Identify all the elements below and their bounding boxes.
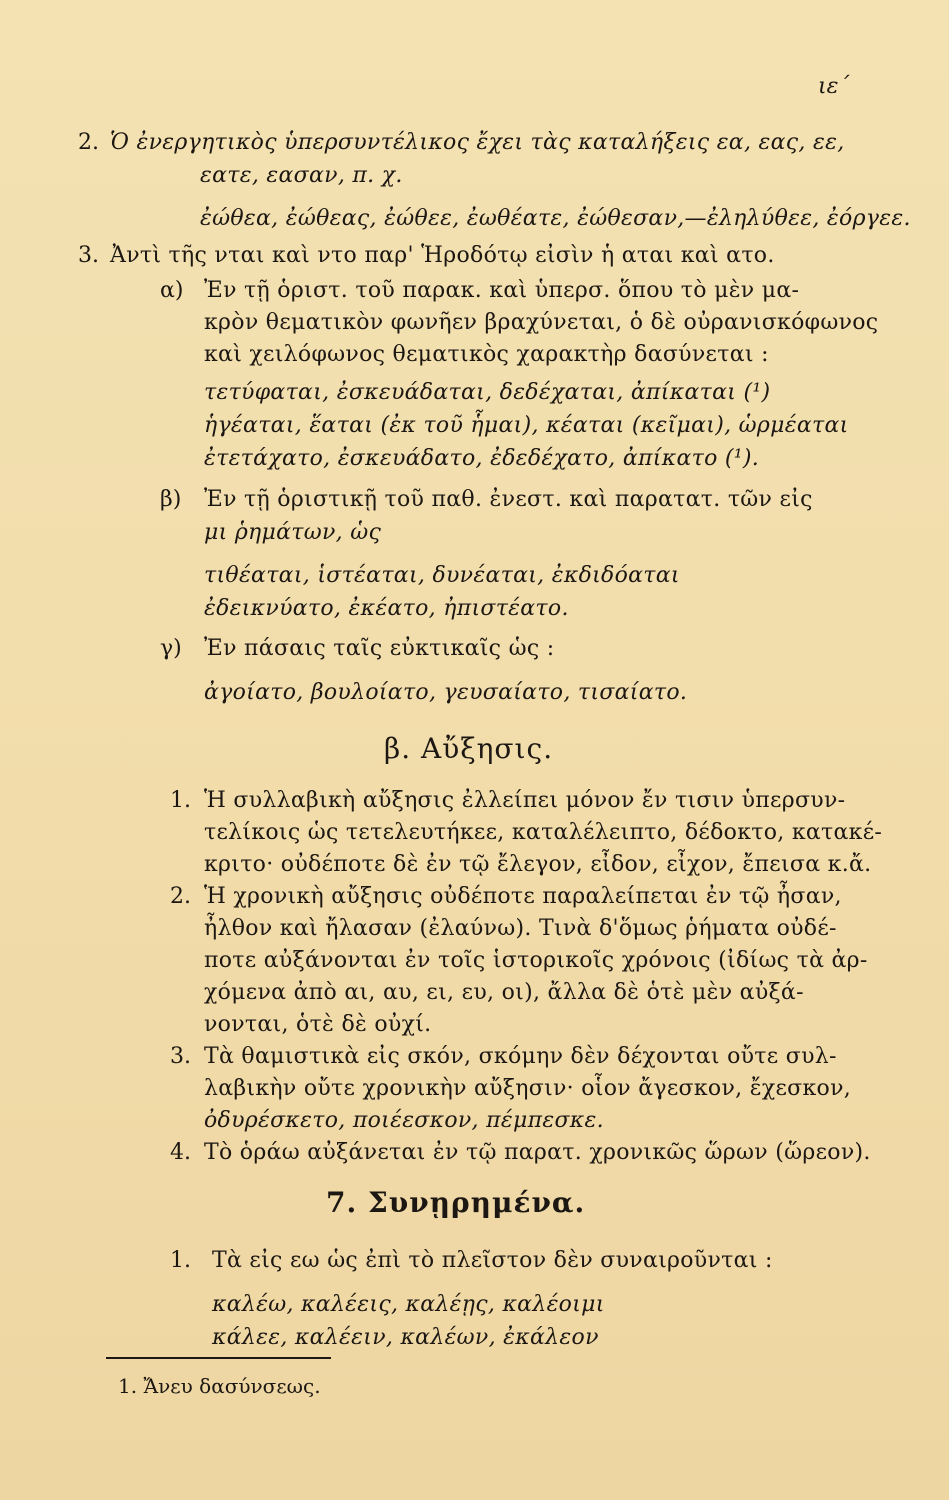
paragraph-line: τελίκοις ὡς τετελευτήκεε, καταλέλειπτο, δέδοκτο, κατακέ-: [204, 820, 883, 845]
page-number: ιε´: [818, 74, 850, 99]
section-heading: β. Αὔξησις.: [384, 732, 554, 765]
paragraph-line: ἦλθον καὶ ἤλασαν (ἐλαύνω). Τινὰ δ'ὅμως ῥήματα οὐδέ-: [204, 916, 837, 941]
example-line: καλέω, καλέεις, καλέῃς, καλέοιμι: [212, 1292, 605, 1317]
example-line: ἡγέαται, ἕαται (ἐκ τοῦ ἧμαι), κέαται (κεῖμαι), ὡρμέαται: [204, 413, 849, 438]
example-line: ἐώθεα, ἐώθεας, ἐώθεε, ἐωθέατε, ἐώθεσαν,—ἐληλύθεε, ἐόργεε.: [200, 206, 911, 231]
example-line: τετύφαται, ἐσκευάδαται, δεδέχαται, ἀπίκαται (¹): [204, 380, 771, 405]
footnote: 1. Ἄνευ δασύνσεως.: [118, 1374, 321, 1398]
paragraph-line: εατε, εασαν, π. χ.: [200, 163, 403, 188]
subitem-label: β): [160, 487, 182, 512]
item-number: 3.: [78, 243, 99, 268]
paragraph-line: Τὰ εἰς εω ὡς ἐπὶ τὸ πλεῖστον δὲν συναιροῦνται :: [212, 1248, 773, 1273]
example-line: ἐτετάχατο, ἐσκευάδατο, ἐδεδέχατο, ἀπίκατο (¹).: [204, 446, 760, 471]
example-line: ἐδεικνύατο, ἐκέατο, ἠπιστέατο.: [204, 596, 569, 621]
paragraph-line: νονται, ὁτὲ δὲ οὐχί.: [204, 1012, 432, 1037]
paragraph-line: Ἐν πάσαις ταῖς εὐκτικαῖς ὡς :: [204, 636, 555, 661]
item-number: 4.: [170, 1140, 191, 1165]
item-number: 1.: [170, 788, 191, 813]
paragraph-line: Τὰ θαμιστικὰ εἰς σκόν, σκόμην δὲν δέχονται οὔτε συλ-: [204, 1044, 837, 1069]
example-line: ἀγοίατο, βουλοίατο, γευσαίατο, τισαίατο.: [204, 680, 688, 705]
paragraph-line: Ἐν τῇ ὁριστικῇ τοῦ παθ. ἐνεστ. καὶ παρατατ. τῶν εἰς: [204, 487, 813, 512]
paragraph-line: Ἡ συλλαβικὴ αὔξησις ἐλλείπει μόνον ἔν τισιν ὑπερσυν-: [204, 788, 846, 813]
item-number: 3.: [170, 1044, 191, 1069]
paragraph-line: Ἀντὶ τῆς νται καὶ ντο παρ' Ἡροδότῳ εἰσὶν ἡ αται καὶ ατο.: [110, 243, 775, 268]
subitem-label: α): [160, 278, 184, 303]
section-heading: 7. Συνῃρημένα.: [326, 1186, 586, 1219]
paragraph-line: Ὁ ἐνεργητικὸς ὑπερσυντέλικος ἔχει τὰς καταλήξεις εα, εας, εε,: [110, 130, 845, 155]
item-number: 2.: [78, 130, 99, 155]
paragraph-line: Ἡ χρονικὴ αὔξησις οὐδέποτε παραλείπεται ἐν τῷ ἦσαν,: [204, 884, 842, 909]
paragraph-line: κριτο· οὐδέποτε δὲ ἐν τῷ ἔλεγον, εἶδον, εἶχον, ἔπεισα κ.ἄ.: [204, 852, 872, 877]
example-line: τιθέαται, ἱστέαται, δυνέαται, ἐκδιδόαται: [204, 563, 680, 588]
paragraph-line: Ἐν τῇ ὁριστ. τοῦ παρακ. καὶ ὑπερσ. ὅπου τὸ μὲν μα-: [204, 278, 800, 303]
paragraph-line: Τὸ ὁράω αὐξάνεται ἐν τῷ παρατ. χρονικῶς ὥρων (ὥρεον).: [204, 1140, 871, 1165]
paragraph-line: ὀδυρέσκετο, ποιέεσκον, πέμπεσκε.: [204, 1108, 604, 1133]
paragraph-line: λαβικὴν οὔτε χρονικὴν αὔξησιν· οἷον ἄγεσκον, ἔχεσκον,: [204, 1076, 852, 1101]
paragraph-line: μι ῥημάτων, ὡς: [204, 520, 382, 545]
footnote-divider: [106, 1357, 331, 1359]
item-number: 2.: [170, 884, 191, 909]
example-line: κάλεε, καλέειν, καλέων, ἐκάλεον: [212, 1325, 599, 1350]
paragraph-line: κρὸν θεματικὸν φωνῆεν βραχύνεται, ὁ δὲ οὐρανισκόφωνος: [204, 310, 879, 335]
paragraph-line: χόμενα ἀπὸ αι, αυ, ει, ευ, οι), ἄλλα δὲ ὁτὲ μὲν αὐξά-: [204, 980, 804, 1005]
subitem-label: γ): [160, 636, 182, 661]
item-number: 1.: [170, 1248, 191, 1273]
paragraph-line: ποτε αὐξάνονται ἐν τοῖς ἱστορικοῖς χρόνοις (ἰδίως τὰ ἀρ-: [204, 948, 868, 973]
paragraph-line: καὶ χειλόφωνος θεματικὸς χαρακτὴρ δασύνεται :: [204, 342, 769, 367]
